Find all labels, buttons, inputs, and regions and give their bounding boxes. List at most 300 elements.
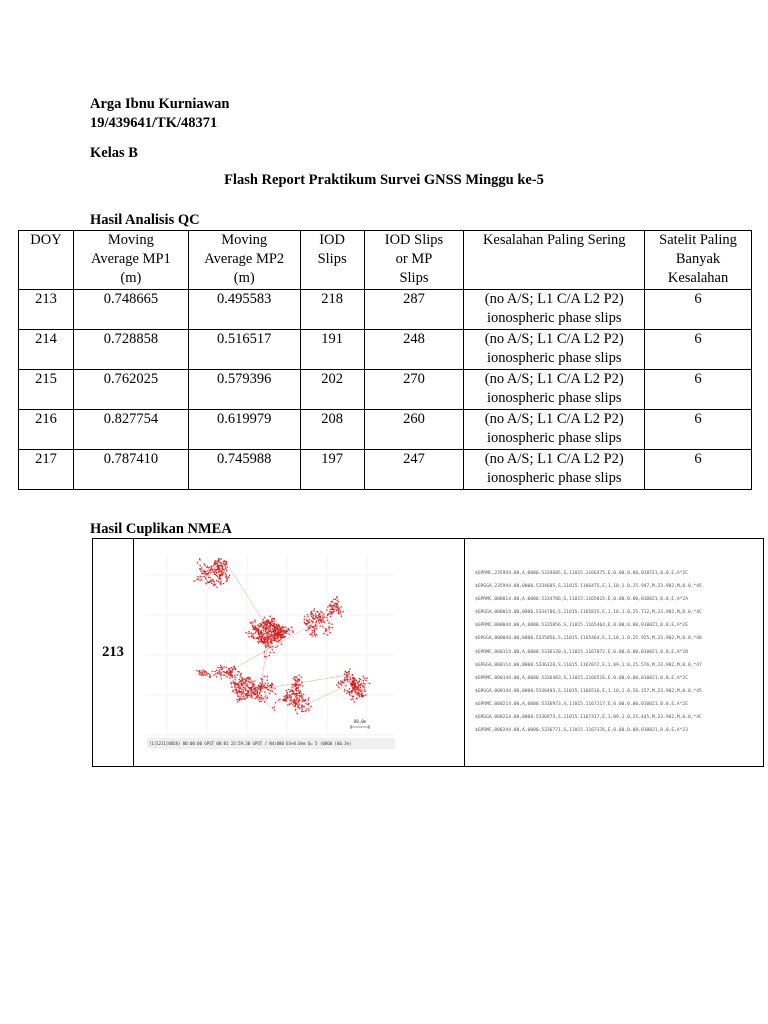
track-point [347,675,348,676]
track-point [193,580,194,581]
track-point [264,641,265,642]
track-point [312,622,313,623]
track-point [352,682,353,683]
track-point [358,681,359,682]
track-point [246,693,247,694]
track-point [277,637,278,638]
track-point [272,649,273,650]
track-point [263,698,264,699]
track-point [265,647,266,648]
track-point [196,579,197,580]
track-point [219,562,220,563]
cell-mp2: 0.745988 [188,450,300,490]
track-point [248,678,249,679]
track-point [269,630,270,631]
track-point [206,581,207,582]
track-point [298,705,299,706]
track-point [248,695,249,696]
track-point [276,624,277,625]
track-point [255,694,256,695]
cell-doy: 217 [19,450,74,490]
track-point [259,623,260,624]
track-point [301,697,302,698]
track-point [334,603,335,604]
track-point [258,638,259,639]
track-point [361,695,362,696]
track-point [281,638,282,639]
track-point [267,683,268,684]
track-point [291,689,292,690]
track-point [302,701,303,702]
track-point [199,568,200,569]
track-point [299,693,300,694]
track-point [263,634,264,635]
track-point [273,652,274,653]
track-point [226,561,227,562]
track-point [218,571,219,572]
track-point [311,611,312,612]
track-point [356,698,357,699]
track-point [336,684,337,685]
track-point [272,621,273,622]
cell-mp1: 0.827754 [73,410,188,450]
track-point [226,567,227,568]
track-point [328,627,329,628]
cell-satellite: 6 [645,410,752,450]
track-point [299,704,300,705]
track-point [283,632,284,633]
track-point [319,622,320,623]
track-point [280,629,281,630]
track-point [265,632,266,633]
track-point [290,691,291,692]
track-point [289,700,290,701]
track-point [340,680,341,681]
track-point [245,689,246,690]
track-point [251,689,252,690]
track-point [270,624,271,625]
track-point [220,674,221,675]
track-point [320,620,321,621]
track-point [309,627,310,628]
header-iod-mp-slips: IOD Slips or MP Slips [364,231,464,290]
track-point [349,681,350,682]
track-point [223,675,224,676]
track-point [231,687,232,688]
track-point [281,631,282,632]
track-point [295,696,296,697]
track-point [271,632,272,633]
track-point [333,609,334,610]
track-point [325,630,326,631]
track-point [267,685,268,686]
track-point [215,570,216,571]
track-point [282,626,283,627]
track-point [283,698,284,699]
track-point [288,689,289,690]
track-point [289,691,290,692]
track-point [257,687,258,688]
track-point [359,695,360,696]
track-point [264,676,265,677]
track-point [295,706,296,707]
track-point [257,629,258,630]
track-point [283,637,284,638]
track-point [204,672,205,673]
track-point [221,563,222,564]
track-point [231,671,232,672]
track-point [228,669,229,670]
track-point [258,686,259,687]
track-point [238,685,239,686]
track-point [208,572,209,573]
track-point [241,679,242,680]
track-point [250,678,251,679]
header-iod-slips: IOD Slips [300,231,364,290]
track-point [261,622,262,623]
track-point [288,629,289,630]
track-point [264,701,265,702]
track-point [313,610,314,611]
track-point [293,701,294,702]
track-point [255,621,256,622]
track-point [241,682,242,683]
track-point [338,613,339,614]
track-point [264,685,265,686]
track-point [326,629,327,630]
track-point [197,562,198,563]
track-point [302,685,303,686]
track-point [261,633,262,634]
nmea-doy-cell: 213 [93,539,134,766]
track-point [221,666,222,667]
track-point [199,672,200,673]
track-point [312,632,313,633]
track-point [252,636,253,637]
track-point [320,619,321,620]
track-point [291,626,292,627]
track-point [330,616,331,617]
track-point [354,701,355,702]
track-point [236,689,237,690]
track-point [281,635,282,636]
track-point [199,580,200,581]
track-point [352,696,353,697]
track-point [307,614,308,615]
track-point [270,622,271,623]
track-point [210,566,211,567]
track-point [245,697,246,698]
track-point [230,671,231,672]
track-point [360,689,361,690]
track-point [259,641,260,642]
track-point [304,622,305,623]
track-point [338,608,339,609]
track-point [261,630,262,631]
track-point [285,699,286,700]
cell-error: (no A/S; L1 C/A L2 P2) ionospheric phase slips [464,290,645,330]
track-point [312,627,313,628]
track-point [358,687,359,688]
track-point [205,583,206,584]
track-point [304,616,305,617]
track-point [213,565,214,566]
track-point [234,675,235,676]
track-point [286,690,287,691]
track-point [209,675,210,676]
track-point [217,667,218,668]
track-point [298,690,299,691]
track-point [346,672,347,673]
track-point [363,680,364,681]
track-point [273,630,274,631]
track-point [255,698,256,699]
track-point [347,690,348,691]
track-point [298,700,299,701]
track-point [265,696,266,697]
track-point [206,570,207,571]
track-point [306,619,307,620]
track-point [252,626,253,627]
track-point [267,644,268,645]
track-point [343,611,344,612]
track-point [221,565,222,566]
track-point [312,635,313,636]
track-point [268,642,269,643]
nmea-sentence: $GPRMC,000044.00,A,0000.5335056,S,11015.1165464,E,0.00,0.00,010821,0.0,E,A*2E [475,623,688,629]
track-point [313,628,314,629]
track-point [322,612,323,613]
track-point [206,573,207,574]
track-point [353,688,354,689]
scale-label: 80.0m [354,719,367,724]
track-point [243,691,244,692]
track-point [265,631,266,632]
track-point [254,680,255,681]
track-point [258,633,259,634]
track-point [201,675,202,676]
cell-error: (no A/S; L1 C/A L2 P2) ionospheric phase slips [464,370,645,410]
track-point [333,598,334,599]
track-point [299,674,300,675]
track-point [315,635,316,636]
track-point [204,563,205,564]
track-point [232,681,233,682]
track-point [266,635,267,636]
track-point [267,621,268,622]
track-point [257,690,258,691]
track-point [267,633,268,634]
track-point [359,678,360,679]
track-point [315,613,316,614]
track-point [285,626,286,627]
table-row [19,370,752,410]
track-point [267,622,268,623]
track-point [209,677,210,678]
track-point [264,651,265,652]
track-point [217,567,218,568]
track-point [332,609,333,610]
track-point [295,680,296,681]
track-point [328,622,329,623]
cell-mp1: 0.787410 [73,450,188,490]
track-point [225,577,226,578]
author-name: Arga Ibnu Kurniawan [90,96,230,112]
nmea-sentence: $GPGGA,000014.00,0000.5334706,S,11015.1165815,E,1,10,1.0,25.712,M,23.902,M,0.0,*4C [475,610,702,616]
track-point [223,561,224,562]
track-point [301,682,302,683]
track-point [200,565,201,566]
track-point [265,639,266,640]
track-point [276,633,277,634]
nmea-sentence: $GPGGA,000044.00,0000.5335056,S,11015.1165464,E,1,10,1.0,25.925,M,23.902,M,0.0,*48 [475,636,702,642]
cell-doy: 213 [19,290,74,330]
track-point [344,677,345,678]
track-point [273,623,274,624]
track-point [344,680,345,681]
track-point [263,619,264,620]
track-point [274,709,275,710]
track-point [239,692,240,693]
track-point [298,687,299,688]
track-point [363,676,364,677]
track-point [318,620,319,621]
track-point [311,616,312,617]
track-point [361,690,362,691]
track-point [360,684,361,685]
track-point [258,624,259,625]
track-point [270,628,271,629]
track-point [286,694,287,695]
track-point [215,673,216,674]
track-point [266,625,267,626]
track-point [306,709,307,710]
track-point [326,609,327,610]
track-point [209,577,210,578]
track-point [319,614,320,615]
track-point [216,575,217,576]
track-point [347,679,348,680]
track-point [292,678,293,679]
track-point [257,695,258,696]
table-row [19,290,752,330]
qc-header-row [19,231,752,290]
nmea-sentence: $GPRMC,235944.00,A,0000.5334605,S,11015.1166475,E,0.00,0.00,010721,0.0,E,A*2C [475,571,688,576]
track-point [253,638,254,639]
track-point [275,702,276,703]
track-point [271,619,272,620]
track-point [239,671,240,672]
track-point [231,677,232,678]
track-point [322,617,323,618]
track-point [327,606,328,607]
track-point [369,683,370,684]
track-point [255,632,256,633]
cell-doy: 216 [19,410,74,450]
track-point [321,622,322,623]
track-point [285,695,286,696]
track-point [284,631,285,632]
track-point [352,687,353,688]
track-point [253,633,254,634]
track-point [215,560,216,561]
track-point [226,671,227,672]
track-point [279,625,280,626]
track-point [251,693,252,694]
track-point [291,693,292,694]
track-point [260,682,261,683]
track-point [227,578,228,579]
track-point [219,671,220,672]
track-point [266,698,267,699]
track-point [327,634,328,635]
track-point [197,576,198,577]
track-point [278,634,279,635]
track-point [285,698,286,699]
track-point [344,673,345,674]
track-point [352,674,353,675]
track-point [220,570,221,571]
track-point [200,570,201,571]
track-point [262,683,263,684]
track-point [308,627,309,628]
track-point [240,676,241,677]
track-point [364,689,365,690]
track-point [271,634,272,635]
track-point [322,626,323,627]
track-point [270,690,271,691]
track-point [250,682,251,683]
track-point [244,683,245,684]
track-point [245,678,246,679]
track-point [255,690,256,691]
track-point [282,700,283,701]
track-point [262,621,263,622]
track-point [198,671,199,672]
track-point [272,636,273,637]
track-point [237,674,238,675]
track-point [349,691,350,692]
track-point [302,699,303,700]
track-point [253,693,254,694]
track-point [240,673,241,674]
track-point [365,694,366,695]
cell-satellite: 6 [645,330,752,370]
track-point [327,620,328,621]
track-point [363,686,364,687]
cell-iod-mp: 248 [364,330,464,370]
track-point [304,623,305,624]
track-point [216,562,217,563]
track-point [336,610,337,611]
track-point [354,687,355,688]
track-point [338,611,339,612]
track-point [239,686,240,687]
track-point [329,604,330,605]
track-point [242,684,243,685]
track-point [225,572,226,573]
track-point [268,631,269,632]
track-point [220,575,221,576]
track-point [325,628,326,629]
track-point [299,684,300,685]
cell-mp2: 0.619979 [188,410,300,450]
track-point [297,681,298,682]
track-point [248,692,249,693]
track-point [330,632,331,633]
track-point [301,677,302,678]
track-point [257,637,258,638]
